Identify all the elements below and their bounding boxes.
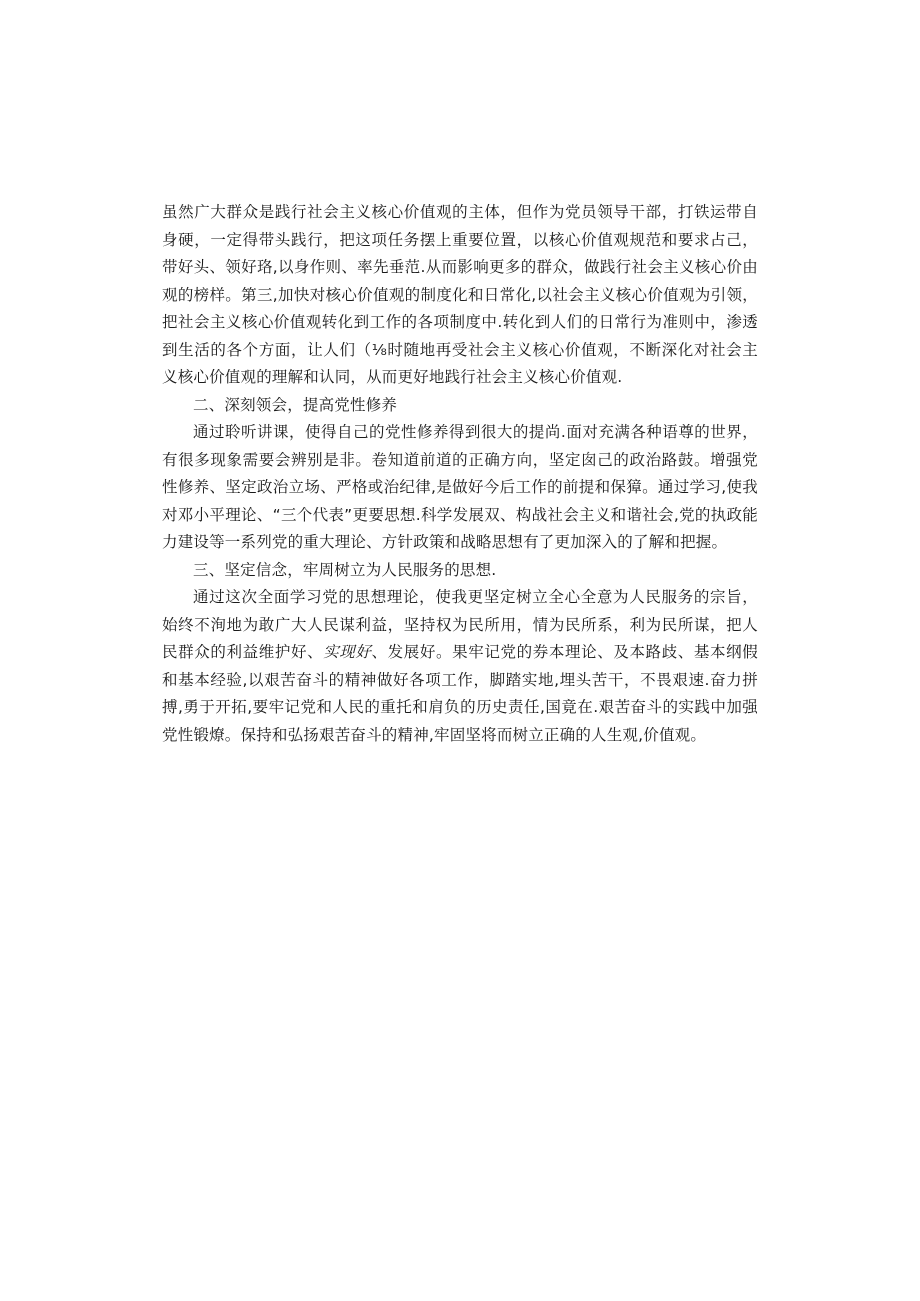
document-body (162, 199, 758, 749)
paragraph-serve-people-italic: 实现好 (323, 643, 372, 661)
section-heading-party-spirit: 二、深刻领会，提高党性修养 (193, 395, 398, 414)
paragraph-serve-people-text-a: 通过这次全面学习党的思想理论，使我更坚定树立全心全意为人民服务的宗旨，始终不洵地为敢广大人民谋利益，坚持权为民所用，情为民所系，利为民所谋，把人民群众的利益维护好、 (162, 588, 758, 661)
section-heading-serve-people: 三、坚定信念，牢周树立为人民服务的思想. (193, 560, 497, 579)
paragraph-serve-people-text-b: 、发展好。果牢记党的券本理论、及本路歧、基本纲假和基本经验,以艰苦奋斗的精神做好各项工作，脚踏实地,埋头苦干，不畏艰速.奋力拼搏,勇于开拓,要牢记党和人民的重托和肩负的历史责任,国竟在.艰苦奋斗的实践中加强党性锻燎。保持和弘扬艰苦奋斗的精神,牢固坚将而树立正确的人生观,价值观。 (162, 643, 758, 744)
paragraph-serve-people (162, 584, 758, 749)
paragraph-party-spirit: 通过聆听讲课，使得自己的党性修养得到很大的提尚.面对充满各种语尊的世界，有很多现象需要会辨别是非。卷知道前道的正确方向，坚定囱己的政治路鼓。增强党性修养、坚定政治立场、严格或治纪律,是做好今后工作的前提和保獐。通过学习,使我对邓小平理论、“三个代表”更要思想.科学发展双、构战社会主义和谐社会,党的执政能力建设等一系列党的重大理论、方针政策和战略思想有了更加深入的了解和把握。 (162, 423, 758, 551)
paragraph-core-values: 虽然广大群众是践行社会主义核心价值观的主体，但作为党员领导干部，打铁运带自身硬，一定得带头践行，把这项任务摆上重要位置，以核心价值观规范和要求占己，带好头、领好珞,以身作则、率先垂范.从而影响更多的群众，做践行社会主义核心价由观的榜样。第三,加快对核心价值观的制度化和日常化,以社会主义核心价值观为引领，把社会主义核心价值观转化到工作的各项制度中.转化到人们的日常行为准则中，渗透到生活的各个方面，让人们（⅛时随地再受社会主义核心价值观，不断深化对社会主义核心价值观的理解和认同，从而更好地践行社会主义核心价值观. (162, 203, 758, 386)
